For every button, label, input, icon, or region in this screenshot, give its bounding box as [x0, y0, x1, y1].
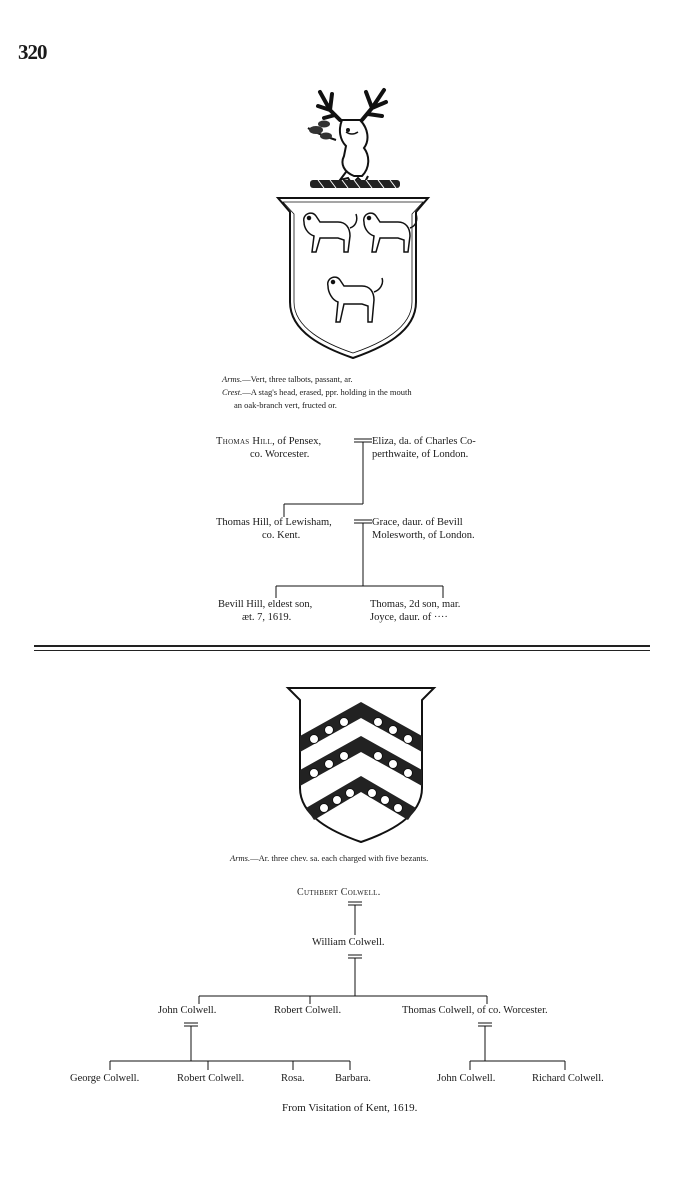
- hill-gen3-second-marriage: Joyce, daur. of ····: [370, 612, 448, 623]
- hill-arms-line: Arms.—Vert, three talbots, passant, ar.: [222, 374, 353, 384]
- colwell-gen2: William Colwell.: [312, 937, 385, 948]
- colwell-arms-line: Arms.—Ar. three chev. sa. each charged with five bezants.: [230, 853, 429, 863]
- hill-gen2-husband-place: co. Kent.: [262, 530, 301, 541]
- hill-gen3-second: Thomas, 2d son, mar.: [370, 599, 461, 610]
- hill-crest-line: Crest.—A stag's head, erased, ppr. holding in the mouth: [222, 387, 412, 397]
- colwell-root: Cuthbert Colwell.: [297, 887, 381, 898]
- colwell-gen4-john: John Colwell.: [437, 1073, 496, 1084]
- hill-gen1-wife: Eliza, da. of Charles Co-: [372, 436, 476, 447]
- colwell-gen4-rosa: Rosa.: [281, 1073, 305, 1084]
- colwell-gen3-thomas: Thomas Colwell, of co. Worcester.: [402, 1005, 548, 1016]
- colwell-gen3-john: John Colwell.: [158, 1005, 217, 1016]
- colwell-gen4-barbara: Barbara.: [335, 1073, 371, 1084]
- page-number: 320: [18, 40, 47, 64]
- hill-crest-line-2: an oak-branch vert, fructed or.: [234, 400, 337, 410]
- hill-gen2-husband: Thomas Hill, of Lewisham,: [216, 517, 332, 528]
- hill-gen1-husband-place: co. Worcester.: [250, 449, 310, 460]
- hill-gen2-wife: Grace, daur. of Bevill: [372, 517, 463, 528]
- hill-gen1-wife-place: perthwaite, of London.: [372, 449, 469, 460]
- hill-gen1-husband: Thomas Hill, of Pensex,: [216, 436, 322, 447]
- colwell-gen4-robert: Robert Colwell.: [177, 1073, 245, 1084]
- hill-gen3-eldest-age: æt. 7, 1619.: [242, 612, 292, 623]
- colwell-gen4-george: George Colwell.: [70, 1073, 140, 1084]
- hill-gen3-eldest: Bevill Hill, eldest son,: [218, 599, 313, 610]
- visitation-source-note: From Visitation of Kent, 1619.: [282, 1102, 418, 1114]
- colwell-gen3-robert: Robert Colwell.: [274, 1005, 342, 1016]
- hill-gen2-wife-place: Molesworth, of London.: [372, 530, 475, 541]
- colwell-gen4-richard: Richard Colwell.: [532, 1073, 604, 1084]
